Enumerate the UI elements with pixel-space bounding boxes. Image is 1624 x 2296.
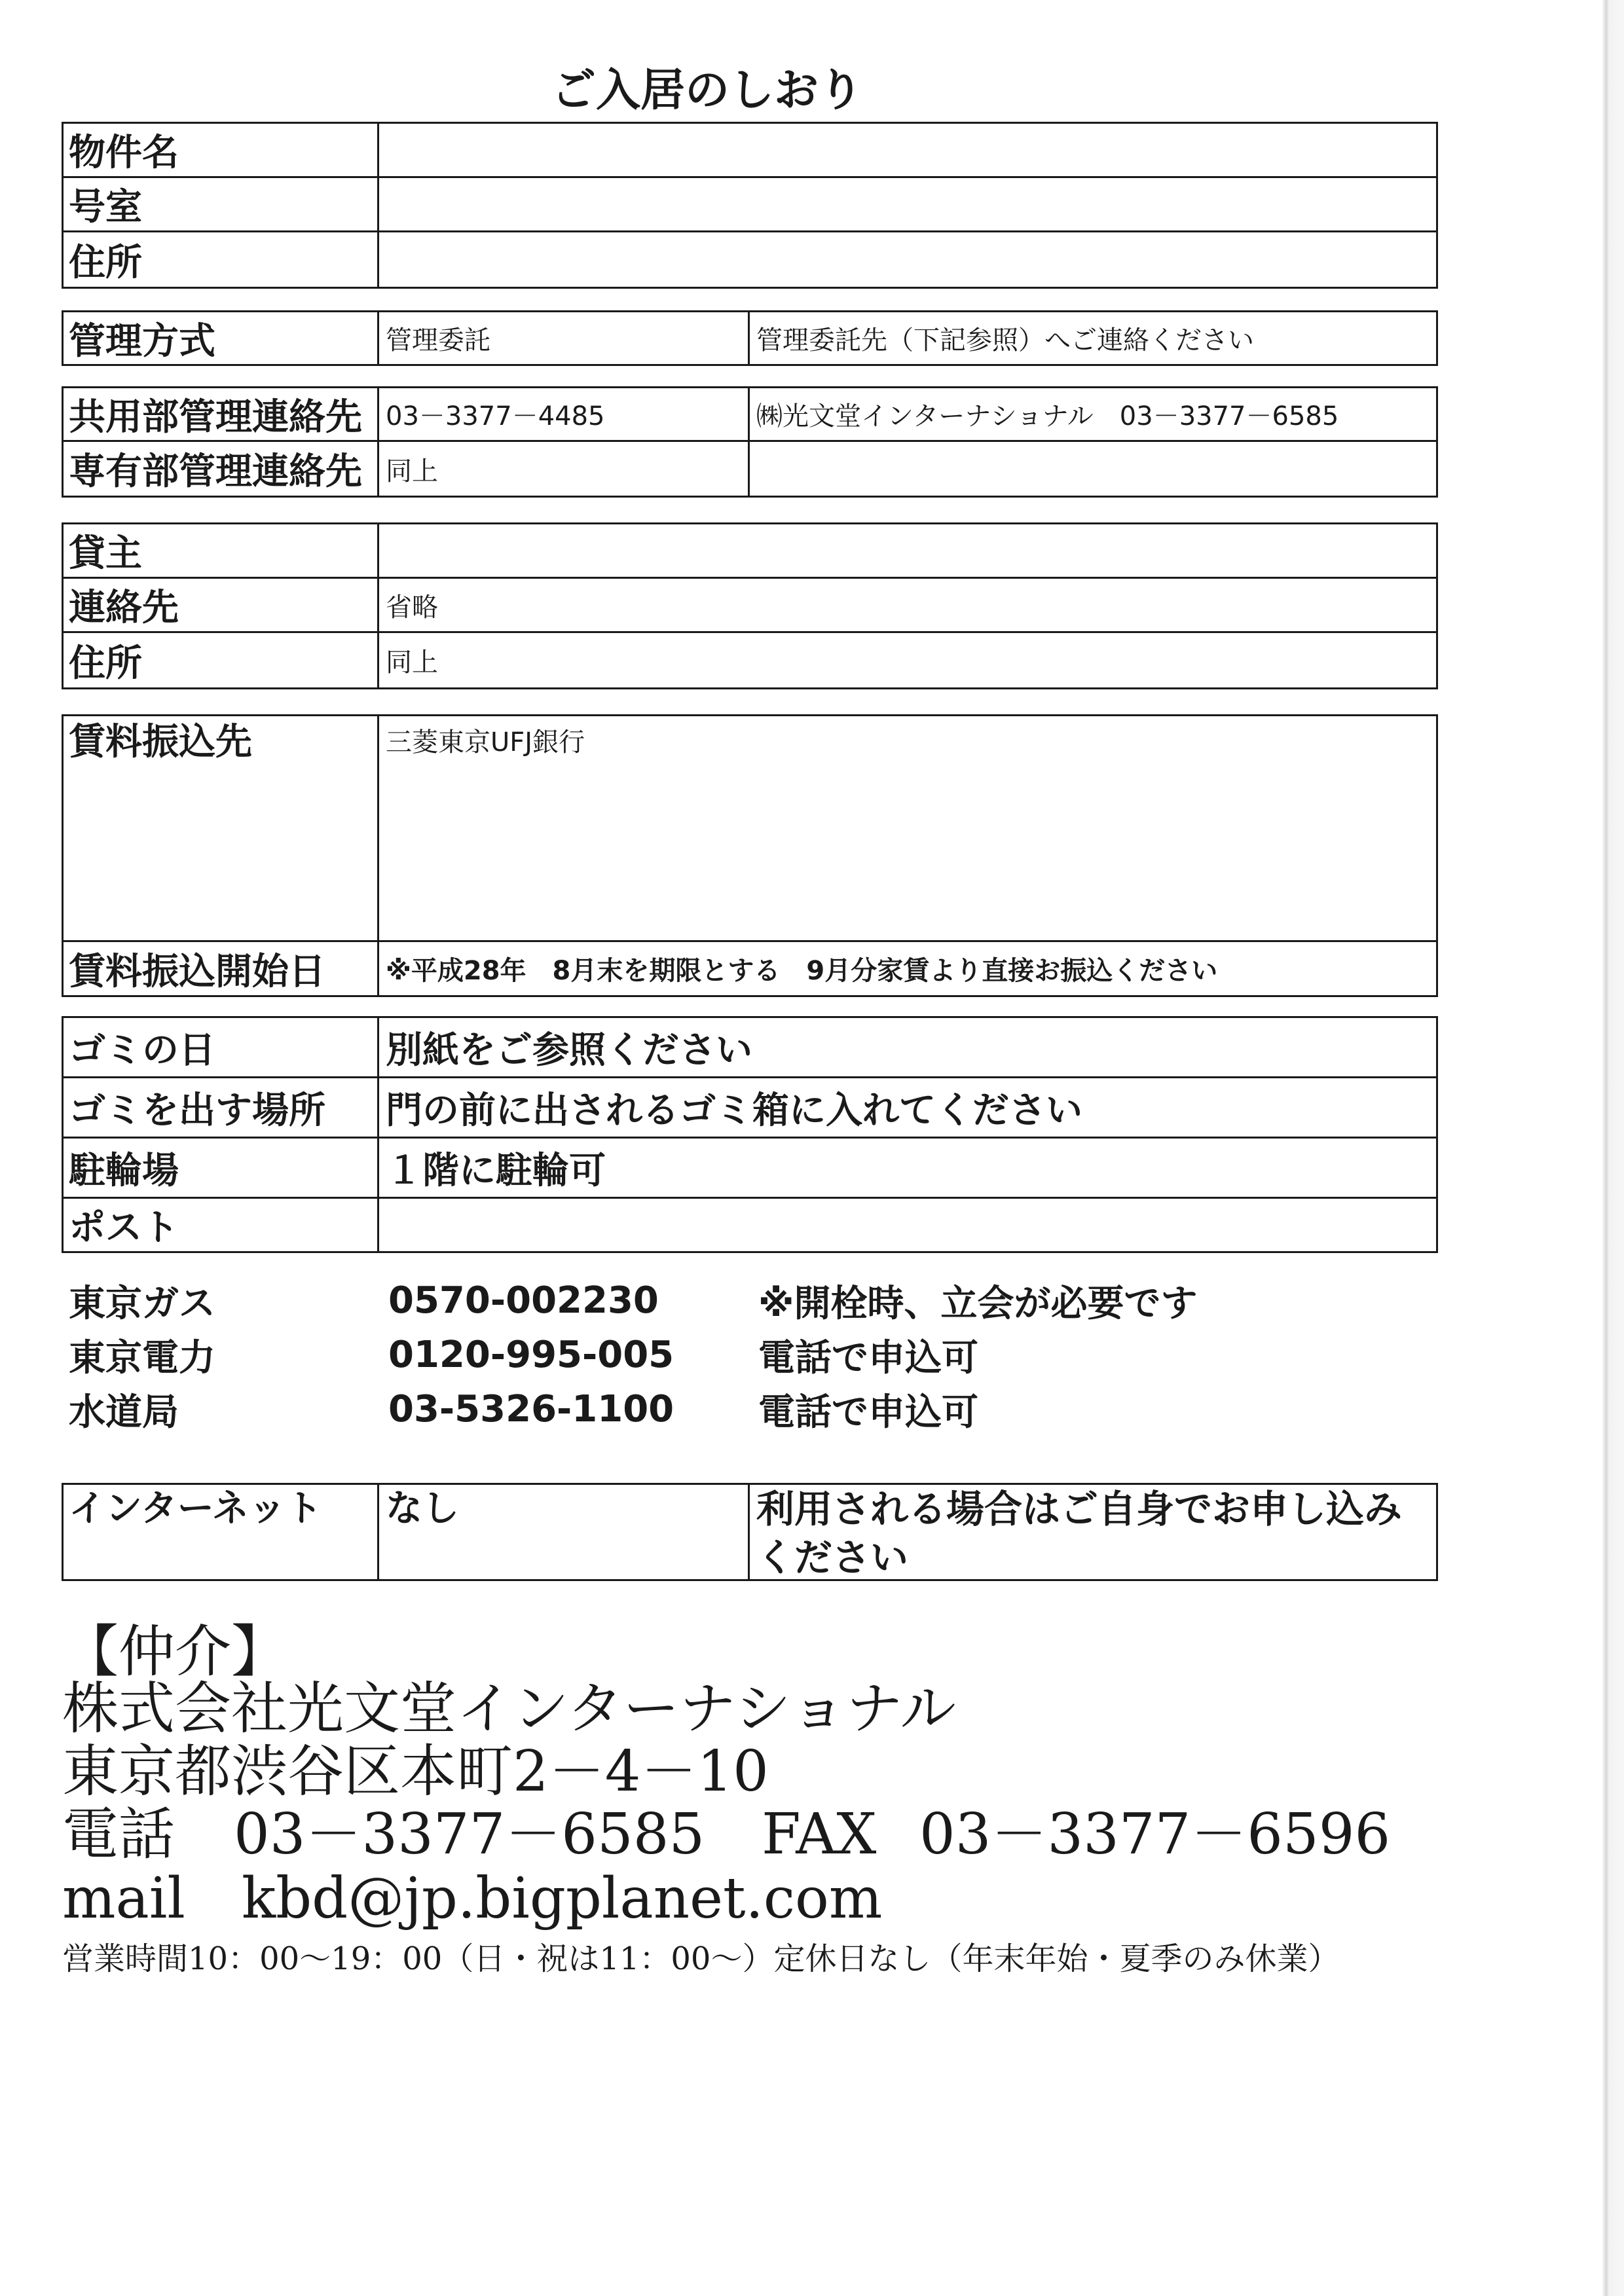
landlord-table bbox=[62, 522, 1438, 689]
garbage-place-row bbox=[64, 1078, 1436, 1139]
broker-tel-number: 03－3377－6585 bbox=[234, 1802, 705, 1867]
property-name-row bbox=[64, 124, 1436, 178]
bicycle-parking-label: 駐輪場 bbox=[64, 1139, 379, 1197]
common-area-contact-phone: 03－3377－4485 bbox=[379, 388, 750, 440]
contact-table bbox=[62, 386, 1438, 498]
mailbox-row bbox=[64, 1199, 1436, 1251]
landlord-contact-row bbox=[64, 579, 1436, 633]
utility-row-water bbox=[69, 1382, 1411, 1436]
broker-mail-label: mail bbox=[62, 1866, 185, 1931]
living-info-table bbox=[62, 1016, 1438, 1253]
utility-electric-note: 電話で申込可 bbox=[758, 1336, 978, 1379]
landlord-address-row bbox=[64, 633, 1436, 687]
rent-start-label: 賃料振込開始日 bbox=[64, 942, 379, 995]
utility-electric-phone: 0120-995-005 bbox=[388, 1334, 674, 1376]
utility-gas-phone: 0570-002230 bbox=[388, 1279, 659, 1322]
landlord-contact-label: 連絡先 bbox=[64, 579, 379, 631]
broker-mail-line bbox=[62, 1866, 979, 1931]
landlord-contact-value: 省略 bbox=[386, 592, 438, 623]
garbage-day-label: ゴミの日 bbox=[64, 1018, 379, 1076]
broker-company-name: 株式会社光文堂インターナショナル bbox=[62, 1676, 956, 1741]
garbage-day-row bbox=[64, 1018, 1436, 1078]
broker-tel-label: 電話 bbox=[62, 1802, 175, 1867]
common-area-contact-label: 共用部管理連絡先 bbox=[64, 388, 379, 440]
rent-table bbox=[62, 714, 1438, 997]
scan-edge-shadow bbox=[1602, 0, 1624, 2296]
rent-account-value: 三菱東京UFJ銀行 bbox=[386, 727, 585, 757]
bicycle-parking-value: １階に駐輪可 bbox=[386, 1149, 606, 1192]
internet-note: 利用される場合はご自身でお申し込みください bbox=[756, 1487, 1403, 1579]
internet-row bbox=[64, 1485, 1436, 1579]
broker-mail-address: kbd@jp.bigplanet.com bbox=[242, 1866, 883, 1931]
management-type-note: 管理委託先（下記参照）へご連絡ください bbox=[756, 325, 1254, 355]
internet-value: なし bbox=[379, 1485, 750, 1579]
utility-electric-name: 東京電力 bbox=[69, 1336, 215, 1379]
mailbox-value bbox=[379, 1199, 1436, 1251]
utility-row-gas bbox=[69, 1273, 1411, 1328]
rent-account-row bbox=[64, 716, 1436, 942]
property-address-value bbox=[379, 232, 1436, 287]
utility-water-phone: 03-5326-1100 bbox=[388, 1388, 674, 1430]
rent-account-label: 賃料振込先 bbox=[64, 716, 379, 940]
internet-table bbox=[62, 1483, 1438, 1581]
rent-start-row bbox=[64, 942, 1436, 995]
management-table bbox=[62, 310, 1438, 366]
private-area-contact-value: 同上 bbox=[379, 442, 750, 496]
utility-gas-name: 東京ガス bbox=[69, 1282, 215, 1325]
broker-fax-number: 03－3377－6596 bbox=[919, 1802, 1391, 1867]
private-area-contact-note bbox=[750, 442, 1436, 496]
property-table bbox=[62, 122, 1438, 289]
mailbox-label: ポスト bbox=[64, 1199, 379, 1251]
management-row bbox=[64, 312, 1436, 364]
landlord-address-value: 同上 bbox=[386, 647, 438, 678]
room-number-value bbox=[379, 178, 1436, 230]
landlord-address-label: 住所 bbox=[64, 633, 379, 687]
utility-row-electric bbox=[69, 1328, 1411, 1382]
room-number-row bbox=[64, 178, 1436, 232]
bicycle-parking-row bbox=[64, 1139, 1436, 1199]
landlord-name-row bbox=[64, 524, 1436, 579]
management-type-value: 管理委託 bbox=[379, 312, 750, 364]
document-title: ご入居のしおり bbox=[551, 65, 863, 117]
property-address-label: 住所 bbox=[64, 232, 379, 287]
common-area-contact-note: ㈱光文堂インターナショナル 03－3377－6585 bbox=[756, 401, 1339, 431]
internet-label: インターネット bbox=[64, 1485, 379, 1579]
management-type-label: 管理方式 bbox=[64, 312, 379, 364]
broker-fax-label: FAX bbox=[762, 1802, 877, 1867]
property-address-row bbox=[64, 232, 1436, 287]
broker-address: 東京都渋谷区本町2－4－10 bbox=[62, 1739, 769, 1804]
landlord-name-value bbox=[379, 524, 1436, 577]
utility-gas-note: ※開栓時、立会が必要です bbox=[758, 1282, 1198, 1325]
broker-business-hours: 営業時間10：00～19：00（日・祝は11：00～）定休日なし（年末年始・夏季のみ休業） bbox=[62, 1941, 1340, 1977]
utility-water-name: 水道局 bbox=[69, 1391, 179, 1434]
garbage-place-value: 門の前に出されるゴミ箱に入れてください bbox=[386, 1089, 1082, 1132]
common-area-contact-row bbox=[64, 388, 1436, 442]
property-name-label: 物件名 bbox=[64, 124, 379, 176]
landlord-name-label: 貸主 bbox=[64, 524, 379, 577]
property-name-value bbox=[379, 124, 1436, 176]
broker-heading: 【仲介】 bbox=[62, 1619, 287, 1685]
utilities-list bbox=[69, 1273, 1411, 1436]
rent-start-value: ※平成28年 8月末を期限とする 9月分家賃より直接お振込ください bbox=[386, 956, 1218, 986]
broker-info bbox=[62, 1619, 1568, 1989]
private-area-contact-label: 専有部管理連絡先 bbox=[64, 442, 379, 496]
broker-phone-line bbox=[62, 1802, 1437, 1867]
room-number-label: 号室 bbox=[64, 178, 379, 230]
private-area-contact-row bbox=[64, 442, 1436, 496]
utility-water-note: 電話で申込可 bbox=[758, 1391, 978, 1434]
garbage-place-label: ゴミを出す場所 bbox=[64, 1078, 379, 1137]
garbage-day-value: 別紙をご参照ください bbox=[386, 1029, 752, 1072]
